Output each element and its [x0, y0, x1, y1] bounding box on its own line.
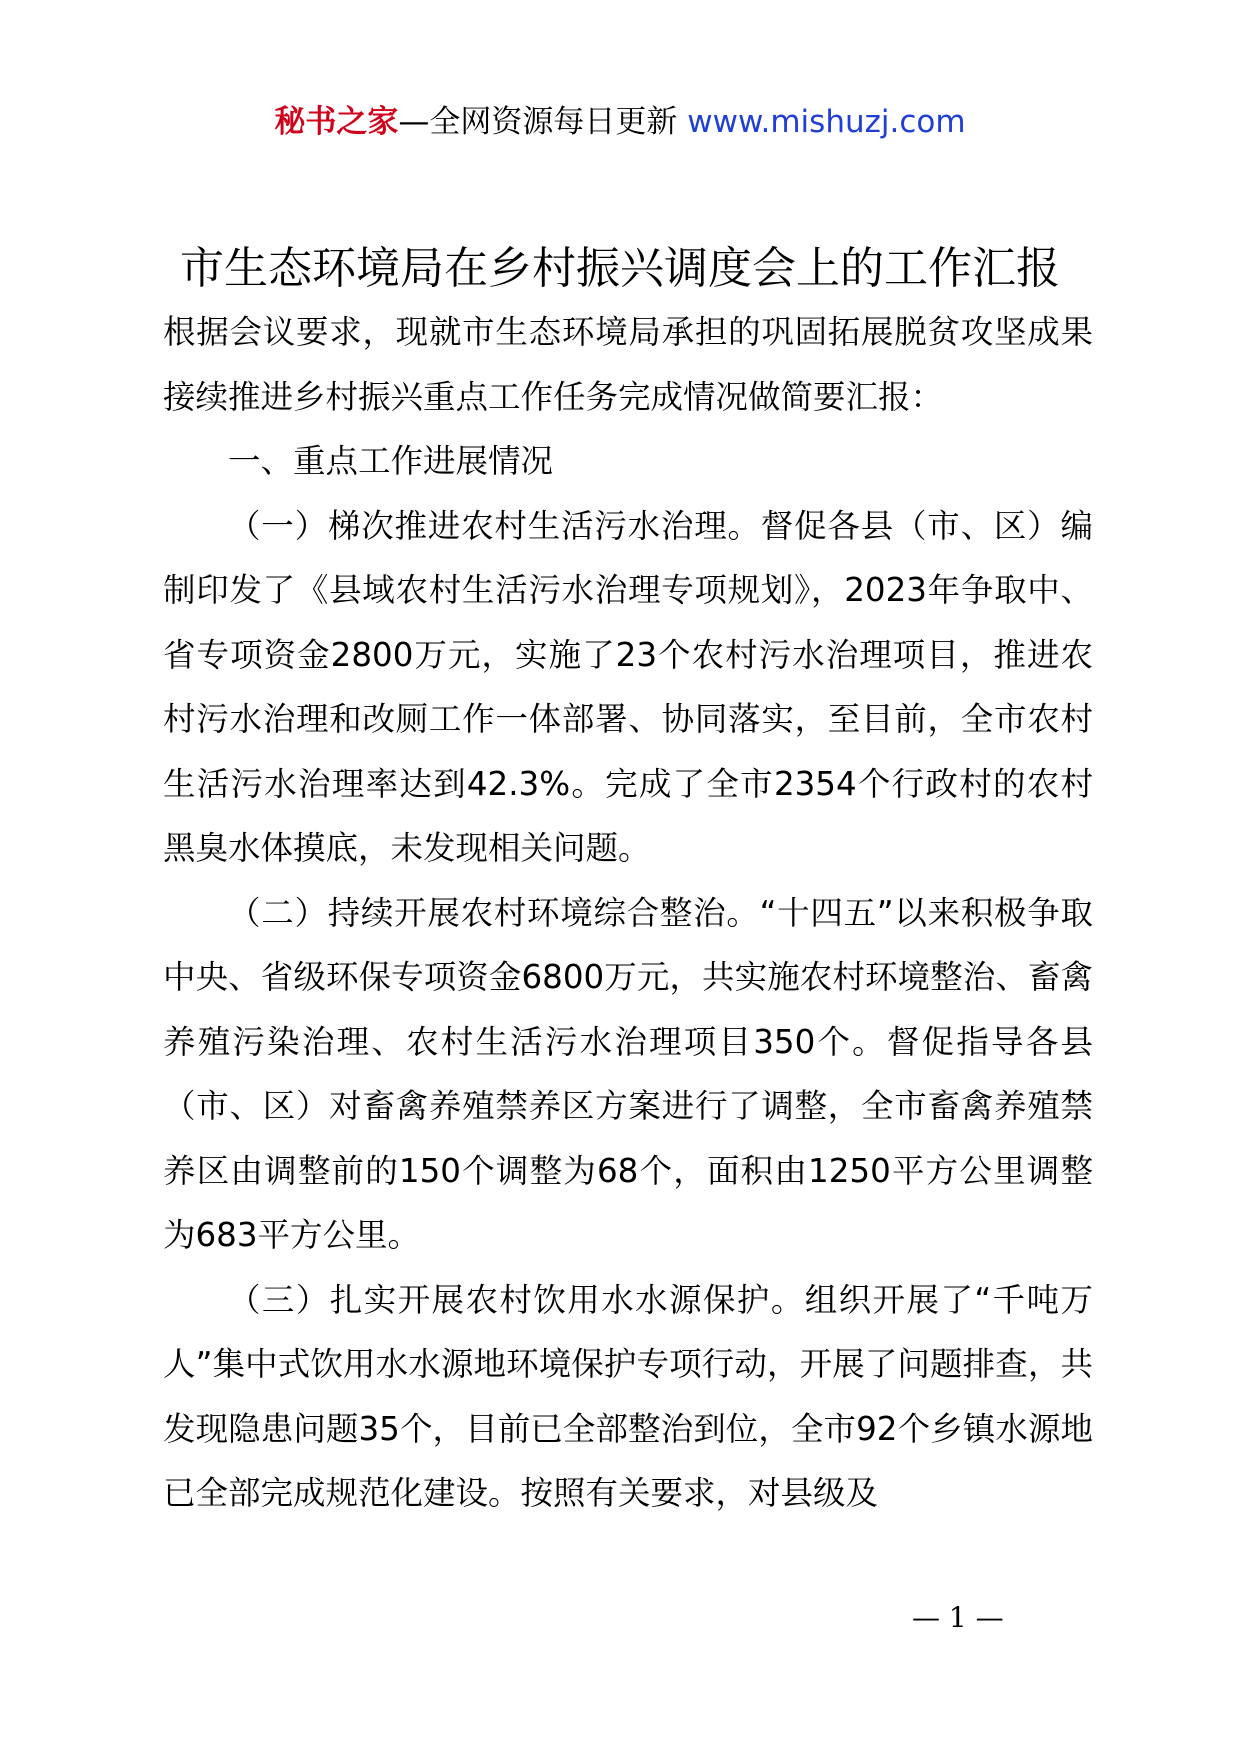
site-header — [0, 100, 1240, 144]
document-title: 市生态环境局在乡村振兴调度会上的工作汇报 — [180, 243, 1060, 294]
site-brand: 秘书之家 — [274, 104, 399, 140]
page-number: — 1 — — [912, 1601, 1004, 1634]
site-url-link[interactable]: www.mishuzj.com — [687, 104, 966, 140]
body-paragraph: （二）持续开展农村环境综合整治。“十四五”以来积极争取中央、省级环保专项资金6800万元，共实施农村环境整治、畜禽养殖污染治理、农村生活污水治理项目350个。督促指导各县（市、区）对畜禽养殖禁养区方案进行了调整，全市畜禽养殖禁养区由调整前的150个调整为68个，面积由1250平方公里调整为683平方公里。 — [163, 893, 1093, 1254]
site-tagline: —全网资源每日更新 — [398, 104, 688, 140]
body-paragraph: （三）扎实开展农村饮用水水源保护。组织开展了“千吨万人”集中式饮用水水源地环境保护专项行动，开展了问题排查，共发现隐患问题35个，目前已全部整治到位，全市92个乡镇水源地已全部完成规范化建设。按照有关要求，对县级及 — [163, 1280, 1093, 1512]
body-paragraph: （一）梯次推进农村生活污水治理。督促各县（市、区）编制印发了《县域农村生活污水治理专项规划》，2023年争取中、省专项资金2800万元，实施了23个农村污水治理项目，推进农村污水治理和改厕工作一体部署、协同落实，至目前，全市农村生活污水治理率达到42.3%。完成了全市2354个行政村的农村黑臭水体摸底，未发现相关问题。 — [163, 506, 1093, 867]
document-body — [163, 300, 1093, 1526]
section-heading: 一、重点工作进展情况 — [228, 442, 554, 480]
intro-paragraph: 根据会议要求，现就市生态环境局承担的巩固拓展脱贫攻坚成果接续推进乡村振兴重点工作任务完成情况做简要汇报： — [163, 313, 1093, 416]
